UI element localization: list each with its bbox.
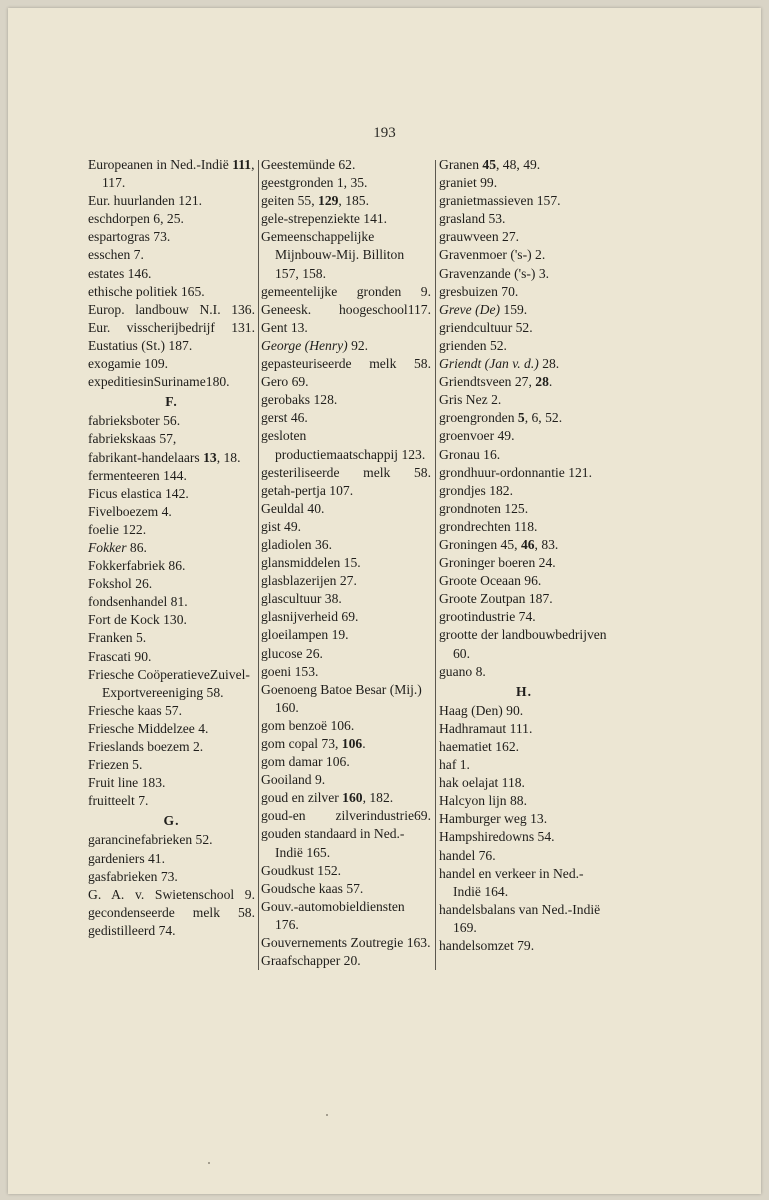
index-entry (88, 192, 255, 210)
index-entry (439, 590, 609, 608)
entry-text: Frieslands boezem 2. (88, 739, 204, 754)
entry-text: Geestemünde 62. (261, 157, 356, 172)
entry-text: gloeilampen 19. (261, 627, 349, 643)
index-entry (261, 663, 431, 681)
entry-italic-text: Griendt (Jan v. d.) (439, 356, 539, 372)
entry-text: gom copal 73, (261, 736, 342, 751)
index-entry (88, 301, 255, 319)
index-entry (261, 210, 431, 228)
entry-text: Halcyon lijn 88. (439, 793, 527, 809)
index-entry (439, 720, 609, 738)
index-entry (88, 319, 255, 337)
entry-text: glasblazerijen 27. (261, 573, 357, 589)
entry-text: Gronau 16. (439, 446, 501, 462)
index-entry (439, 847, 609, 865)
index-entry (261, 934, 431, 952)
entry-text: Fokshol 26. (88, 576, 153, 592)
entry-text: grootte der landbouwbedrijven 60. (439, 627, 607, 661)
index-entry (439, 536, 609, 554)
index-entry (261, 681, 431, 717)
entry-text: haf 1. (439, 757, 470, 773)
index-entry (88, 485, 255, 503)
entry-text: grienden 52. (439, 337, 507, 353)
index-entry (88, 503, 255, 521)
entry-text: esschen 7. (88, 247, 144, 263)
entry-text: Gouvernements Zoutregie 163. (261, 935, 431, 951)
column-rule (258, 160, 259, 970)
entry-text: Groningen 45, (439, 536, 521, 552)
index-entry (439, 482, 609, 500)
index-entry (261, 789, 431, 807)
index-entry (439, 228, 609, 246)
index-entry (439, 192, 609, 210)
entry-text: gerst 46. (261, 410, 308, 426)
entry-text: grondjes 182. (439, 482, 514, 498)
entry-italic-text: Greve (De) (439, 301, 501, 317)
entry-text: Friezen 5. (88, 757, 143, 773)
entry-text: gist 49. (261, 518, 302, 534)
index-entry (439, 391, 609, 409)
entry-text: goud en zilver (261, 790, 343, 806)
index-entry (88, 886, 255, 904)
index-entry (261, 645, 431, 663)
entry-text: Hamburger weg 13. (439, 811, 548, 827)
entry-text: fermenteeren 144. (88, 467, 187, 483)
index-entry (88, 412, 255, 430)
index-entry (439, 210, 609, 228)
entry-text: glucose 26. (261, 645, 323, 661)
index-entry (439, 901, 609, 937)
entry-text: gardeniers 41. (88, 850, 166, 866)
index-entry (439, 554, 609, 572)
index-entry (261, 862, 431, 880)
index-entry (88, 756, 255, 774)
entry-text: glansmiddelen 15. (261, 555, 361, 571)
entry-text: gesteriliseerde melk 58. (261, 464, 431, 480)
index-entry (88, 922, 255, 940)
index-entry (261, 735, 431, 753)
index-entry (261, 554, 431, 572)
entry-text: gedistilleerd 74. (88, 922, 176, 938)
index-entry (439, 355, 609, 373)
entry-text: handel 76. (439, 847, 496, 863)
entry-text-after: , 83. (534, 536, 559, 552)
index-entry (439, 792, 609, 810)
index-entry (439, 246, 609, 264)
entry-text: Gent 13. (261, 319, 308, 335)
entry-text: gouden standaard in Ned.-Indië 165. (261, 826, 405, 860)
index-entry (439, 865, 609, 901)
entry-text: garancinefabrieken 52. (88, 832, 213, 848)
entry-text: grondrechten 118. (439, 518, 538, 534)
index-entry (88, 521, 255, 539)
entry-bold-page: 28 (535, 374, 549, 390)
index-column-3 (439, 156, 609, 955)
entry-text: fondsenhandel 81. (88, 594, 188, 610)
index-entry (261, 391, 431, 409)
index-entry (261, 301, 431, 319)
index-entry (439, 572, 609, 590)
entry-text: Hadhramaut 111. (439, 720, 533, 736)
entry-text-after: , 18. (216, 449, 241, 465)
entry-text: groenvoer 49. (439, 428, 515, 444)
entry-text: handel en verkeer in Ned.-Indië 164. (439, 865, 584, 899)
entry-text: gemeentelijke gronden 9. (261, 283, 431, 299)
entry-text: gele-strepenziekte 141. (261, 211, 388, 227)
entry-text: gladiolen 36. (261, 536, 332, 552)
index-entry (88, 430, 255, 448)
index-entry (88, 702, 255, 720)
entry-text: geiten 55, (261, 193, 319, 209)
entry-text: goud-en zilverindustrie69. (261, 808, 431, 824)
entry-text: gom damar 106. (261, 754, 350, 770)
entry-text-after: , 117. (102, 157, 255, 191)
entry-text: Fokkerfabriek 86. (88, 558, 186, 574)
index-entry (88, 246, 255, 264)
index-entry (261, 464, 431, 482)
index-entry (261, 337, 431, 355)
entry-text: goeni 153. (261, 663, 319, 679)
entry-text: Groninger boeren 24. (439, 555, 556, 571)
index-entry (88, 666, 255, 702)
entry-text: Gravenzande ('s-) 3. (439, 265, 550, 281)
entry-text: Hampshiredowns 54. (439, 829, 555, 845)
entry-text: haematiet 162. (439, 739, 520, 754)
index-entry (261, 500, 431, 518)
entry-text: Groote Zoutpan 187. (439, 591, 553, 607)
entry-text-after: 92. (347, 337, 369, 353)
entry-text: Gemeenschappelijke Mijnbouw-Mij. Billiton 157, 158. (261, 229, 405, 281)
entry-text: Friesche kaas 57. (88, 702, 182, 718)
index-entry (88, 904, 255, 922)
entry-text: Goenoeng Batoe Besar (Mij.) 160. (261, 681, 422, 715)
entry-text-after: , 182. (362, 790, 394, 806)
section-letter-heading: G. (163, 813, 180, 829)
index-entry (439, 518, 609, 536)
page-number: 193 (373, 125, 396, 141)
entry-italic-text: Fokker (88, 539, 127, 555)
index-entry (261, 536, 431, 554)
entry-text: Goudsche kaas 57. (261, 880, 364, 896)
entry-text: graniet 99. (439, 175, 498, 191)
entry-text: gerobaks 128. (261, 392, 338, 408)
index-entry (261, 626, 431, 644)
entry-text: Europ. landbouw N.I. 136. (88, 301, 255, 317)
index-entry (88, 575, 255, 593)
index-entry (261, 952, 431, 970)
entry-bold-page: 46 (520, 536, 535, 552)
entry-text-after: 159. (500, 301, 528, 317)
entry-bold-page: 5 (517, 410, 525, 426)
entry-text: gesloten productiemaatschappij 123. (261, 428, 426, 462)
index-entry (439, 663, 609, 681)
entry-text: Gero 69. (261, 374, 309, 390)
index-entry (439, 828, 609, 846)
index-entry (261, 807, 431, 825)
index-entry (439, 337, 609, 355)
index-entry (88, 467, 255, 485)
book-page (8, 8, 761, 1194)
entry-italic-text: George (Henry) (261, 337, 348, 353)
entry-text: Frascati 90. (88, 648, 152, 664)
index-entry (261, 373, 431, 391)
entry-text: exogamie 109. (88, 356, 169, 372)
entry-text: Fivelboezem 4. (88, 503, 172, 519)
entry-text-after: 28. (538, 356, 560, 372)
entry-text-after: 86. (126, 539, 147, 555)
entry-text: fabriekskaas 57, (88, 431, 177, 447)
index-entry (88, 629, 255, 647)
entry-text: handelsomzet 79. (439, 938, 535, 954)
entry-text: Gouv.-automobieldiensten 176. (261, 898, 405, 932)
entry-text: hak oelajat 118. (439, 775, 525, 791)
index-column-2 (261, 156, 431, 970)
index-entry (439, 319, 609, 337)
index-entry (261, 283, 431, 301)
entry-text: G. A. v. Swietenschool 9. (88, 886, 255, 902)
index-entry (88, 228, 255, 246)
index-entry (261, 482, 431, 500)
column-rule (435, 160, 436, 970)
index-entry (261, 898, 431, 934)
section-letter-heading: H. (516, 683, 532, 699)
paper-speck (208, 1162, 210, 1164)
index-entry (261, 771, 431, 789)
index-entry (439, 156, 609, 174)
entry-text: gom benzoë 106. (261, 717, 355, 733)
entry-text: grondhuur-ordonnantie 121. (439, 464, 593, 480)
index-entry (439, 427, 609, 445)
index-entry (88, 738, 255, 756)
index-entry (439, 283, 609, 301)
entry-text-after: , 6, 52. (524, 410, 563, 426)
entry-text: fabrikant-handelaars (88, 449, 204, 465)
index-entry (88, 774, 255, 792)
entry-text: gresbuizen 70. (439, 283, 519, 299)
entry-text: grasland 53. (439, 211, 506, 227)
index-entry (88, 283, 255, 301)
entry-text: Europeanen in Ned.-Indië (88, 157, 233, 172)
index-entry (261, 156, 431, 174)
index-entry (261, 355, 431, 373)
index-entry (88, 611, 255, 629)
entry-text: Franken 5. (88, 630, 147, 646)
index-entry (261, 174, 431, 192)
index-entry (88, 648, 255, 666)
entry-text: Graafschapper 20. (261, 953, 361, 969)
entry-text: fruitteelt 7. (88, 793, 149, 809)
entry-text-after: , 185. (338, 193, 369, 209)
entry-text: grondnoten 125. (439, 500, 529, 516)
entry-text: groengronden (439, 410, 518, 426)
entry-text: espartogras 73. (88, 229, 171, 245)
index-entry (261, 608, 431, 626)
entry-text: Eur. visscherijbedrijf 131. (88, 319, 255, 335)
index-entry (439, 608, 609, 626)
entry-text: handelsbalans van Ned.-Indië 169. (439, 901, 601, 935)
index-entry (439, 702, 609, 720)
paper-speck (326, 1114, 328, 1116)
index-entry (261, 518, 431, 536)
index-column-1 (88, 156, 255, 940)
entry-text: Fort de Kock 130. (88, 612, 187, 628)
entry-text: foelie 122. (88, 521, 147, 537)
index-entry (261, 409, 431, 427)
entry-text: Groote Oceaan 96. (439, 573, 542, 589)
index-entry (261, 572, 431, 590)
index-entry (88, 355, 255, 373)
entry-text: gecondenseerde melk 58. (88, 904, 255, 920)
entry-bold-page: 129 (318, 193, 339, 209)
entry-text: eschdorpen 6, 25. (88, 211, 184, 227)
index-entry (261, 319, 431, 337)
entry-text: ethische politiek 165. (88, 283, 205, 299)
index-entry (439, 464, 609, 482)
index-entry (261, 825, 431, 861)
entry-bold-page: 160 (342, 790, 363, 806)
entry-text: Griendtsveen 27, (439, 374, 536, 390)
index-entry (439, 756, 609, 774)
entry-text: estates 146. (88, 265, 152, 281)
entry-text: grauwveen 27. (439, 229, 520, 245)
entry-bold-page: 45 (482, 157, 496, 172)
index-entry (439, 500, 609, 518)
index-entry (88, 449, 255, 467)
entry-text: Friesche Middelzee 4. (88, 720, 209, 736)
index-entry (439, 373, 609, 391)
entry-text: Friesche CoöperatieveZuivel-Exportvereeniging 58. (88, 666, 250, 700)
index-entry (88, 557, 255, 575)
index-entry (261, 880, 431, 898)
index-entry (439, 738, 609, 756)
entry-text: gepasteuriseerde melk 58. (261, 356, 431, 372)
index-entry (439, 174, 609, 192)
entry-text: Gravenmoer ('s-) 2. (439, 247, 546, 263)
entry-text: fabrieksboter 56. (88, 413, 181, 429)
index-entry (88, 337, 255, 355)
index-entry (439, 810, 609, 828)
entry-text: Geneesk. hoogeschool117. (261, 301, 431, 317)
entry-text: glasnijverheid 69. (261, 609, 359, 625)
entry-bold-page: 111 (232, 157, 252, 172)
entry-text: glascultuur 38. (261, 591, 342, 607)
index-entry (439, 265, 609, 283)
index-entry (439, 446, 609, 464)
entry-text: Eustatius (St.) 187. (88, 337, 193, 353)
entry-bold-page: 106 (341, 736, 363, 751)
index-entry (88, 850, 255, 868)
index-entry (439, 409, 609, 427)
entry-text: gasfabrieken 73. (88, 868, 178, 884)
entry-bold-page: 13 (203, 449, 217, 465)
index-entry (261, 753, 431, 771)
entry-text: Eur. huurlanden 121. (88, 193, 203, 209)
index-entry (261, 590, 431, 608)
index-entry (88, 210, 255, 228)
entry-text: Geuldal 40. (261, 500, 325, 516)
entry-text: Granen (439, 157, 483, 172)
entry-text: granietmassieven 157. (439, 193, 561, 209)
entry-text: Haag (Den) 90. (439, 702, 524, 718)
index-entry (439, 626, 609, 662)
entry-text-after: , 48, 49. (496, 157, 541, 172)
entry-text: Goudkust 152. (261, 862, 342, 878)
index-entry (439, 774, 609, 792)
index-entry (88, 593, 255, 611)
index-entry (439, 301, 609, 319)
index-entry (88, 265, 255, 283)
index-entry (88, 156, 255, 192)
index-entry (88, 831, 255, 849)
index-entry (88, 539, 255, 557)
entry-text: griendcultuur 52. (439, 319, 533, 335)
index-entry (88, 720, 255, 738)
entry-text: guano 8. (439, 663, 486, 679)
entry-text: Gris Nez 2. (439, 392, 502, 408)
entry-text: geestgronden 1, 35. (261, 175, 368, 191)
entry-text-after: . (548, 374, 553, 390)
index-entry (88, 868, 255, 886)
index-entry (261, 427, 431, 463)
entry-text: Gooiland 9. (261, 772, 326, 788)
entry-text: grootindustrie 74. (439, 609, 536, 625)
entry-text: getah-pertja 107. (261, 482, 354, 498)
entry-text: Fruit line 183. (88, 775, 166, 791)
index-entry (88, 792, 255, 810)
entry-text: expeditiesinSuriname180. (88, 374, 230, 390)
entry-text: Ficus elastica 142. (88, 485, 189, 501)
index-entry (261, 717, 431, 735)
index-entry (261, 228, 431, 282)
section-letter-heading: F. (165, 394, 178, 410)
index-entry (261, 192, 431, 210)
index-entry (88, 373, 255, 391)
index-entry (439, 937, 609, 955)
entry-text-after: . (362, 736, 366, 751)
